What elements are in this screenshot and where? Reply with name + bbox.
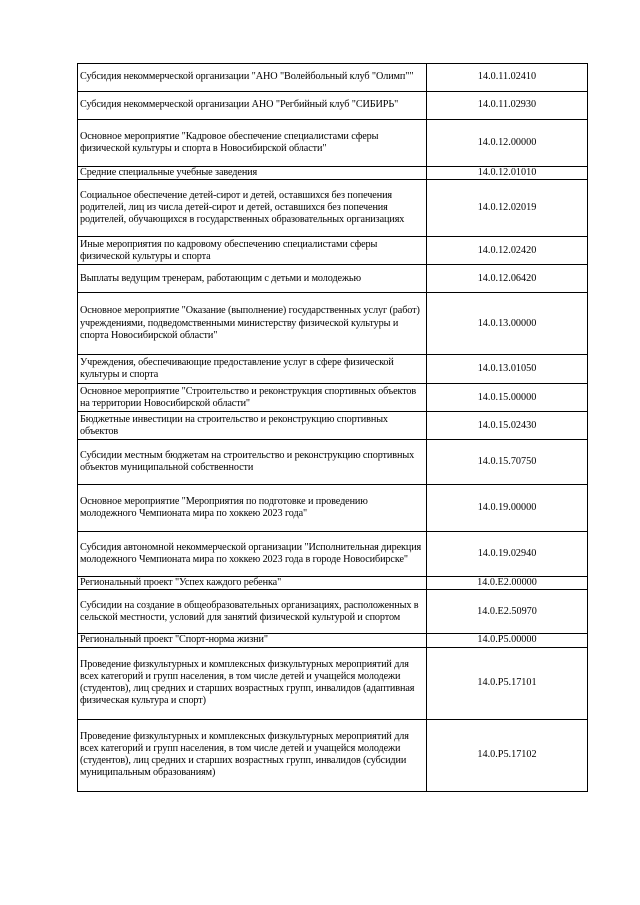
table-row xyxy=(78,167,588,180)
row-code: 14.0.E2.50970 xyxy=(427,590,588,634)
table-row xyxy=(78,590,588,634)
row-name: Основное мероприятие "Кадровое обеспечение специалистами сферы физической культуры и спорта в Новосибирской области" xyxy=(78,120,427,167)
row-code: 14.0.P5.17102 xyxy=(427,719,588,791)
row-name: Субсидии на создание в общеобразовательных организациях, расположенных в сельской местности, условий для занятий физической культурой и спортом xyxy=(78,590,427,634)
row-code: 14.0.11.02930 xyxy=(427,92,588,120)
row-code: 14.0.12.00000 xyxy=(427,120,588,167)
table-row xyxy=(78,532,588,577)
table-row xyxy=(78,355,588,384)
row-name: Основное мероприятие "Оказание (выполнение) государственных услуг (работ) учреждениями, подведомственными министерству физической культуры и спорта Новосибирской области" xyxy=(78,293,427,355)
budget-classification-table xyxy=(77,63,588,792)
row-code: 14.0.P5.00000 xyxy=(427,634,588,647)
row-name: Иные мероприятия по кадровому обеспечению специалистами сферы физической культуры и спорта xyxy=(78,237,427,265)
row-code: 14.0.12.02019 xyxy=(427,180,588,237)
row-code: 14.0.12.06420 xyxy=(427,265,588,293)
row-name: Региональный проект "Спорт-норма жизни" xyxy=(78,634,427,647)
row-name: Региональный проект "Успех каждого ребенка" xyxy=(78,577,427,590)
table-row xyxy=(78,237,588,265)
table-row xyxy=(78,64,588,92)
row-name: Учреждения, обеспечивающие предоставление услуг в сфере физической культуры и спорта xyxy=(78,355,427,384)
table-row xyxy=(78,440,588,485)
table-row xyxy=(78,120,588,167)
row-name: Субсидия некоммерческой организации АНО "Регбийный клуб "СИБИРЬ" xyxy=(78,92,427,120)
table-row xyxy=(78,384,588,412)
table-row xyxy=(78,180,588,237)
row-name: Средние специальные учебные заведения xyxy=(78,167,427,180)
table-row xyxy=(78,634,588,647)
row-name: Проведение физкультурных и комплексных физкультурных мероприятий для всех категорий и групп населения, в том числе детей и учащейся молодежи (студентов), лиц средних и старших возрастных групп, инвалидов (адаптивная физическая культура и спорт) xyxy=(78,647,427,719)
row-name: Социальное обеспечение детей-сирот и детей, оставшихся без попечения родителей, лиц из числа детей-сирот и детей, оставшихся без попечения родителей, обучающихся в государственных образовательных организациях xyxy=(78,180,427,237)
row-code: 14.0.15.70750 xyxy=(427,440,588,485)
row-code: 14.0.12.01010 xyxy=(427,167,588,180)
table-row xyxy=(78,412,588,440)
table-row xyxy=(78,265,588,293)
table-row xyxy=(78,92,588,120)
row-code: 14.0.19.00000 xyxy=(427,485,588,532)
row-name: Субсидии местным бюджетам на строительство и реконструкцию спортивных объектов муниципальной собственности xyxy=(78,440,427,485)
row-code: 14.0.11.02410 xyxy=(427,64,588,92)
row-name: Проведение физкультурных и комплексных физкультурных мероприятий для всех категорий и групп населения, в том числе детей и учащейся молодежи (студентов), лиц средних и старших возрастных групп, инвалидов (субсидии муниципальным образованиям) xyxy=(78,719,427,791)
row-name: Выплаты ведущим тренерам, работающим с детьми и молодежью xyxy=(78,265,427,293)
row-code: 14.0.12.02420 xyxy=(427,237,588,265)
row-name: Основное мероприятие "Строительство и реконструкция спортивных объектов на территории Новосибирской области" xyxy=(78,384,427,412)
row-code: 14.0.19.02940 xyxy=(427,532,588,577)
row-name: Бюджетные инвестиции на строительство и реконструкцию спортивных объектов xyxy=(78,412,427,440)
table-row xyxy=(78,577,588,590)
row-code: 14.0.15.02430 xyxy=(427,412,588,440)
row-code: 14.0.P5.17101 xyxy=(427,647,588,719)
row-code: 14.0.15.00000 xyxy=(427,384,588,412)
table-row xyxy=(78,485,588,532)
table-row xyxy=(78,719,588,791)
row-code: 14.0.13.01050 xyxy=(427,355,588,384)
table-row xyxy=(78,647,588,719)
row-name: Субсидия автономной некоммерческой организации "Исполнительная дирекция молодежного Чемпионата мира по хоккею 2023 года в городе Новосибирске" xyxy=(78,532,427,577)
row-name: Субсидия некоммерческой организации "АНО "Волейбольный клуб "Олимп"" xyxy=(78,64,427,92)
row-code: 14.0.E2.00000 xyxy=(427,577,588,590)
table-row xyxy=(78,293,588,355)
row-code: 14.0.13.00000 xyxy=(427,293,588,355)
row-name: Основное мероприятие "Мероприятия по подготовке и проведению молодежного Чемпионата мира по хоккею 2023 года" xyxy=(78,485,427,532)
